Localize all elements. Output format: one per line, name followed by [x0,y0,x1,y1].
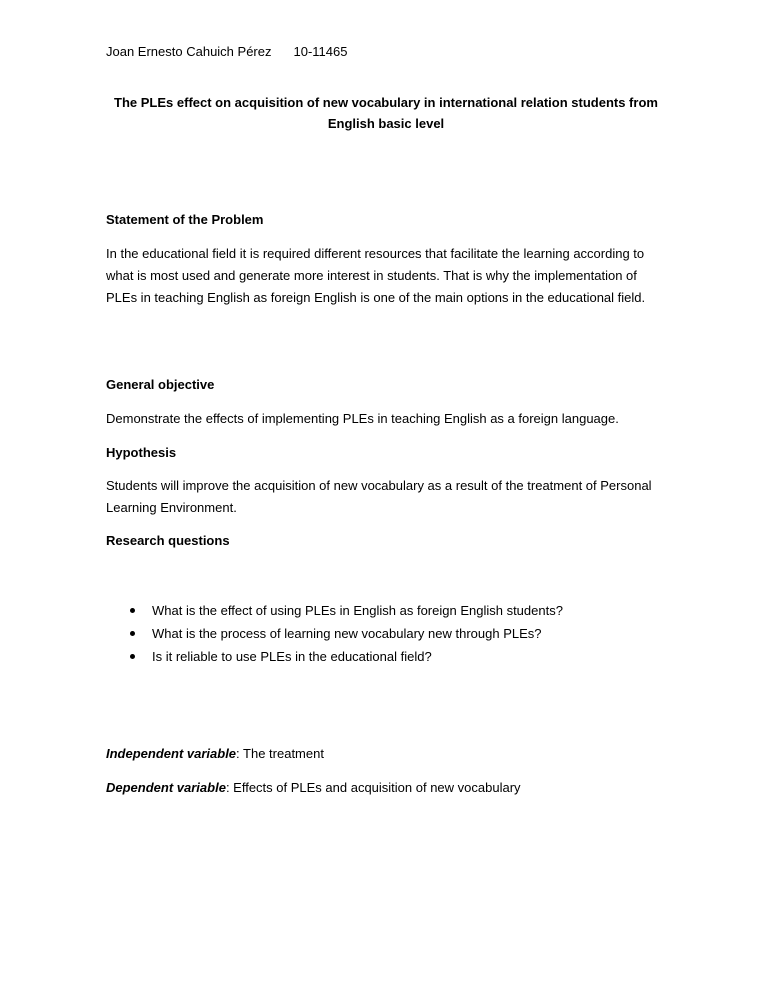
title-line-1: The PLEs effect on acquisition of new vocabulary in international relation students from [114,95,658,110]
list-item [106,599,563,622]
list-item [106,645,563,668]
author-name: Joan Ernesto Cahuich Pérez [106,44,272,59]
research-question-text: What is the process of learning new vocabulary new through PLEs? [152,626,542,641]
list-item [106,622,563,645]
research-question-text: Is it reliable to use PLEs in the educational field? [152,649,432,664]
hypothesis-heading: Hypothesis [106,445,177,460]
title-line-2: English basic level [327,116,445,131]
document-title [106,92,666,134]
student-id: 10-11465 [293,44,348,59]
bullet-icon [130,654,135,659]
statement-text: In the educational field it is required different resources that facilitate the learning according to what is most used and generate more interest in students. That is why the implementation of PLEs in teaching English as foreign English is one of the main options in the educational field. [106,246,646,305]
independent-variable-value: : The treatment [236,746,324,761]
research-question-text: What is the effect of using PLEs in English as foreign English students? [152,603,563,618]
independent-variable-label: Independent variable [106,746,237,761]
bullet-icon [130,631,135,636]
dependent-variable-label: Dependent variable [106,780,226,795]
research-questions-heading: Research questions [106,533,230,548]
research-questions-list [106,599,563,668]
dependent-variable-value: : Effects of PLEs and acquisition of new vocabulary [225,780,521,795]
document-header [106,44,347,60]
bullet-icon [130,608,135,613]
independent-variable [106,746,324,762]
general-objective-text: Demonstrate the effects of implementing PLEs in teaching English as a foreign language. [106,411,619,426]
hypothesis-text: Students will improve the acquisition of new vocabulary as a result of the treatment of Personal Learning Environment. [106,478,652,515]
dependent-variable [106,780,521,796]
general-objective-heading: General objective [106,377,215,392]
statement-heading: Statement of the Problem [106,212,264,227]
